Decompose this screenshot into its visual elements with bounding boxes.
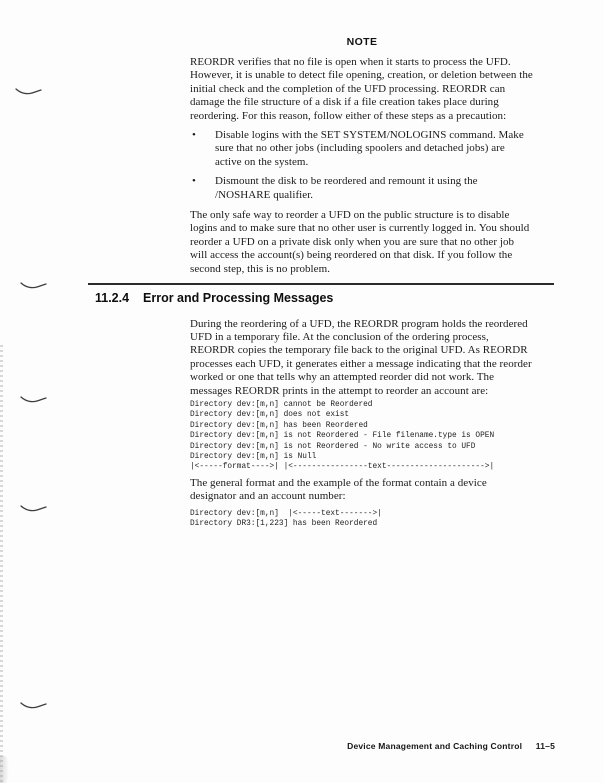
section-heading	[88, 291, 554, 305]
section-block	[88, 283, 554, 529]
footer-chapter-title: Device Management and Caching Control	[347, 741, 523, 751]
code-line: Directory DR3:[1,223] has been Reordered	[190, 520, 378, 528]
footer-page-number: 11–5	[535, 741, 555, 751]
code-line: Directory dev:[m,n] cannot be Reordered	[190, 400, 373, 409]
bullet-icon: •	[192, 175, 196, 188]
margin-mark-icon	[20, 394, 47, 405]
code-line: Directory dev:[m,n] is not Reordered - No write access to UFD	[190, 442, 476, 451]
note-paragraph: REORDR verifies that no file is open when it starts to process the UFD. However, it is unable to detect file opening, creation, or deletion between the initial check and the completion of the UFD processing. REORDR can damage the file structure of a disk if a file creation takes place during reordering. For this reason, follow either of these steps as a precaution:	[190, 56, 533, 122]
example-listing	[190, 509, 554, 530]
list-item	[190, 175, 534, 202]
code-line: Directory dev:[m,n] is not Reordered - File filename.type is OPEN	[190, 432, 495, 441]
code-line: Directory dev:[m,n] |<-----text------->|	[190, 509, 382, 518]
margin-mark-icon	[20, 280, 47, 291]
section-title: Error and Processing Messages	[143, 290, 334, 305]
scan-corner-smudge	[0, 756, 9, 783]
note-block	[88, 36, 554, 276]
section-intro-paragraph: During the reordering of a UFD, the REORDR program holds the reordered UFD in a temporary file. At the conclusion of the ordering process, REORDR copies the temporary file back to the original UFD. As REORDR processes each UFD, it generates either a message indicating that the reorder worked or one that tells why an attempted reorder did not work. The messages REORDR prints in the attempt to reorder an account are:	[190, 317, 532, 397]
bullet-icon: •	[192, 129, 196, 142]
code-line: Directory dev:[m,n] is Null	[190, 452, 317, 461]
note-heading: NOTE	[346, 36, 378, 48]
message-listing	[190, 400, 554, 473]
note-closing-paragraph: The only safe way to reorder a UFD on the public structure is to disable logins and to make sure that no other user is currently logged in. You should reorder a UFD on a private disk only when you are sure that no other job will access the account(s) being reordered on that disk. If you follow the second step, this is no problem.	[190, 209, 530, 275]
code-line: Directory dev:[m,n] has been Reordered	[190, 421, 368, 430]
section-number: 11.2.4	[95, 290, 130, 305]
scan-edge-texture	[0, 345, 3, 783]
margin-mark-icon	[20, 503, 47, 514]
list-item-text: Disable logins with the SET SYSTEM/NOLOGINS command. Make sure that no other jobs (including spoolers and detached jobs) are active on the system.	[215, 129, 524, 168]
page-footer	[347, 741, 555, 751]
format-paragraph: The general format and the example of the format contain a device designator and an account number:	[190, 476, 487, 503]
precaution-list	[190, 129, 534, 202]
margin-mark-icon	[15, 86, 42, 97]
list-item-text: Dismount the disk to be reordered and remount it using the /NOSHARE qualifier.	[215, 175, 478, 201]
margin-mark-icon	[20, 700, 47, 711]
section-divider	[88, 283, 554, 285]
code-line: |<-----format---->| |<----------------text--------------------->|	[190, 463, 495, 472]
code-line: Directory dev:[m,n] does not exist	[190, 411, 350, 420]
list-item	[190, 129, 534, 169]
